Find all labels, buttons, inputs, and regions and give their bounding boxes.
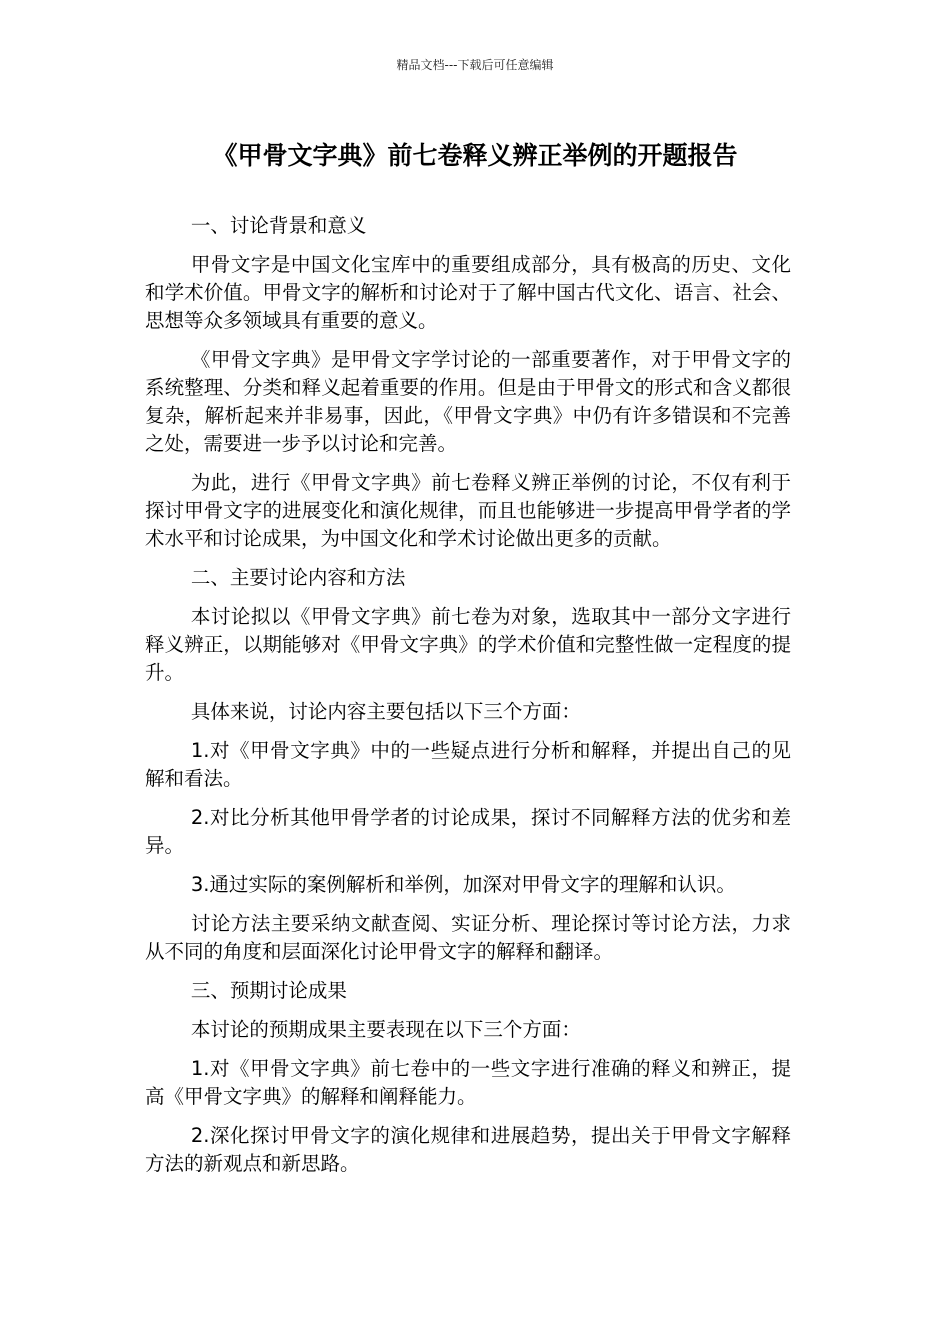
paragraph: 具体来说，讨论内容主要包括以下三个方面： (190, 700, 581, 723)
document-body (145, 212, 791, 1189)
list-item: 2.深化探讨甲骨文字的演化规律和进展趋势，提出关于甲骨文字解释方法的新观点和新思路。 (145, 1124, 791, 1175)
document-title: 《甲骨文字典》前七卷释义辨正举例的开题报告 (212, 141, 738, 170)
list-item: 2.对比分析其他甲骨学者的讨论成果，探讨不同解释方法的优劣和差异。 (145, 806, 791, 857)
list-item: 1.对《甲骨文字典》前七卷中的一些文字进行准确的释义和辨正，提高《甲骨文字典》的解释和阐释能力。 (145, 1057, 791, 1108)
paragraph: 讨论方法主要采纳文献查阅、实证分析、理论探讨等讨论方法，力求从不同的角度和层面深化讨论甲骨文字的解释和翻译。 (145, 912, 791, 963)
paragraph: 甲骨文字是中国文化宝库中的重要组成部分，具有极高的历史、文化和学术价值。甲骨文字的解析和讨论对于了解中国古代文化、语言、社会、思想等众多领域具有重要的意义。 (145, 253, 791, 332)
paragraph: 本讨论拟以《甲骨文字典》前七卷为对象，选取其中一部分文字进行释义辨正，以期能够对《甲骨文字典》的学术价值和完整性做一定程度的提升。 (145, 605, 791, 684)
list-item: 3.通过实际的案例解析和举例，加深对甲骨文字的理解和认识。 (190, 873, 736, 896)
section-heading-background: 一、讨论背景和意义 (190, 214, 367, 237)
page-header: 精品文档---下载后可任意编辑 (396, 58, 554, 72)
paragraph: 为此，进行《甲骨文字典》前七卷释义辨正举例的讨论，不仅有利于探讨甲骨文字的进展变化和演化规律，而且也能够进一步提高甲骨学者的学术水平和讨论成果，为中国文化和学术讨论做出更多的贡献。 (145, 471, 791, 550)
section-heading-expected-results: 三、预期讨论成果 (190, 979, 347, 1002)
section-heading-content-methods: 二、主要讨论内容和方法 (190, 566, 406, 589)
list-item: 1.对《甲骨文字典》中的一些疑点进行分析和解释，并提出自己的见解和看法。 (145, 739, 791, 790)
paragraph: 《甲骨文字典》是甲骨文字学讨论的一部重要著作，对于甲骨文字的系统整理、分类和释义起着重要的作用。但是由于甲骨文的形式和含义都很复杂，解析起来并非易事，因此，《甲骨文字典》中仍有许多错误和不完善之处，需要进一步予以讨论和完善。 (145, 348, 791, 455)
paragraph: 本讨论的预期成果主要表现在以下三个方面： (190, 1018, 581, 1041)
